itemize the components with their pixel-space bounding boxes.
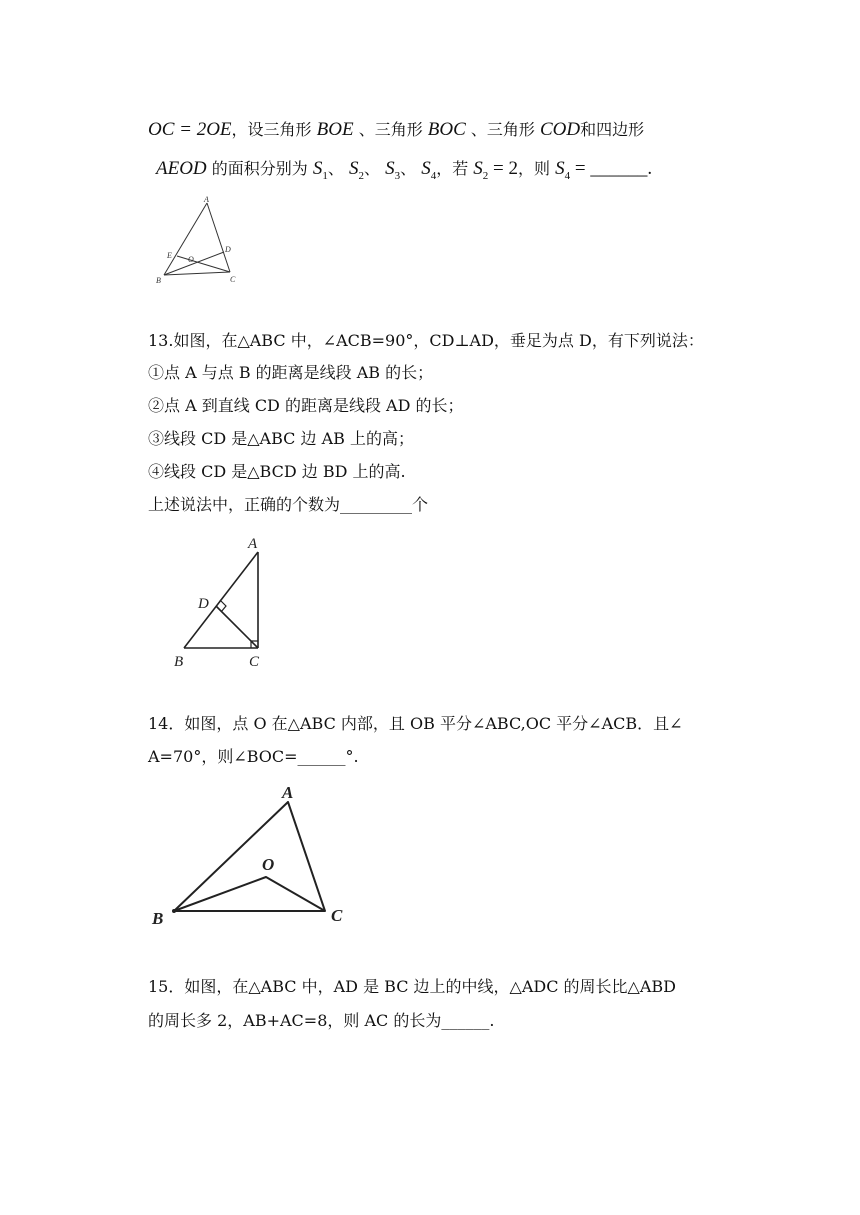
label-d: D: [225, 245, 231, 254]
q12-text: 的面积分别为: [211, 159, 308, 178]
s-sub: 4: [430, 169, 437, 182]
q12-text: ，则: [518, 159, 551, 178]
q13-item-4: ④线段 CD 是△BCD 边 BD 上的高.: [148, 462, 406, 481]
label-c: C: [230, 275, 236, 284]
q12-s1: [312, 158, 328, 182]
triangle-abc: [174, 802, 325, 911]
label-a: A: [248, 536, 258, 552]
s-symbol: S: [555, 158, 565, 179]
s-sub: 4: [564, 169, 571, 182]
q12-text: 、三角形: [470, 120, 535, 139]
q14-line1: 14．如图，点 O 在△ABC 内部，且 OB 平分∠ABC,OC 平分∠ACB．且∠: [148, 714, 683, 733]
q12-text: ，设三角形: [231, 120, 312, 139]
seg-bc: [164, 272, 230, 275]
q12-quad: AEOD: [156, 158, 207, 179]
label-o: O: [188, 255, 194, 264]
label-b: B: [174, 654, 184, 670]
seg-ab: [184, 552, 258, 648]
seg-bd: [164, 252, 224, 275]
q13-item-2: ②点 A 到直线 CD 的距离是线段 AD 的长；: [148, 396, 464, 415]
seg-ac: [207, 203, 230, 272]
q15-line1: 15．如图，在△ABC 中，AD 是 BC 边上的中线，△ADC 的周长比△ABD: [148, 977, 677, 996]
seg-bo-oc: [174, 877, 325, 911]
q12-s2: [348, 158, 364, 182]
seg-ab: [164, 203, 207, 275]
label-c: C: [249, 654, 260, 670]
label-d: D: [198, 596, 209, 612]
sep: 、: [400, 159, 417, 178]
q12-text: ，若: [436, 159, 469, 178]
q12-line1: [148, 119, 644, 141]
cond-value: = 2: [488, 158, 519, 179]
q14-figure: [148, 780, 358, 930]
q12-text: 和四边形: [580, 120, 645, 139]
q14-line2: A=70°，则∠BOC=______°.: [148, 747, 359, 766]
q12-tri-cod: COD: [540, 119, 581, 140]
q12-line2: [156, 158, 652, 187]
q12-s4: [421, 158, 437, 182]
s-symbol: S: [312, 158, 323, 179]
s-symbol: S: [385, 158, 395, 179]
label-c: C: [331, 906, 343, 925]
q13-question: 上述说法中，正确的个数为_________个: [148, 495, 429, 514]
s-symbol: S: [421, 158, 431, 179]
q12-expr: OC = 2OE: [148, 119, 232, 140]
q12-figure: [150, 195, 250, 290]
q13-figure: [170, 530, 280, 675]
sep: 、: [327, 159, 344, 178]
label-a: A: [282, 783, 294, 802]
s-symbol: S: [473, 158, 483, 179]
label-b: B: [152, 909, 164, 928]
q12-cond: [473, 158, 519, 182]
sep: 、: [363, 159, 380, 178]
label-e: E: [167, 251, 172, 260]
q12-answer: [555, 158, 653, 182]
q13-item-1: ①点 A 与点 B 的距离是线段 AB 的长；: [148, 363, 434, 382]
seg-cd: [216, 606, 258, 648]
s-sub: 1: [322, 169, 328, 182]
label-b: B: [156, 276, 161, 285]
q13-stem: 13.如图，在△ABC 中，∠ACB=90°，CD⊥AD，垂足为点 D，有下列说法：: [148, 331, 704, 350]
label-o: O: [262, 855, 275, 874]
q12-s3: [385, 158, 401, 182]
q12-tri-boe: BOE: [316, 119, 354, 140]
q12-text: 、三角形: [358, 120, 423, 139]
point-b: [172, 909, 176, 913]
answer-blank: = ______.: [570, 158, 653, 179]
q15-line2: 的周长多 2，AB+AC=8，则 AC 的长为______.: [148, 1011, 495, 1030]
seg-ce: [177, 256, 230, 272]
label-a: A: [204, 195, 209, 204]
s-symbol: S: [348, 158, 359, 179]
s-sub: 3: [394, 169, 401, 182]
s-sub: 2: [482, 169, 489, 182]
q12-tri-boc: BOC: [427, 119, 466, 140]
q13-item-3: ③线段 CD 是△ABC 边 AB 上的高；: [148, 429, 414, 448]
s-sub: 2: [358, 169, 364, 182]
